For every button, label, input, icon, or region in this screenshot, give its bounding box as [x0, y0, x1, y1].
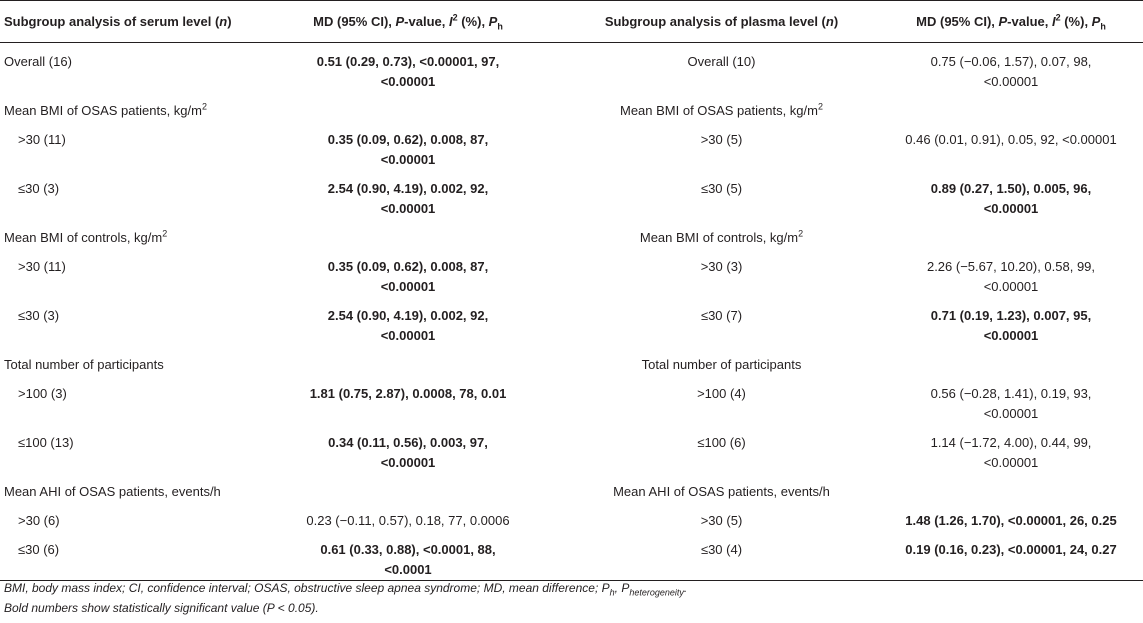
plasma-md-cell: 1.14 (−1.72, 4.00), 0.44, 99, <0.00001: [930, 435, 1092, 470]
plasma-subgroup-cell: >30 (5): [700, 132, 743, 147]
plasma-md-cell: 1.48 (1.26, 1.70), <0.00001, 26, 0.25: [905, 513, 1117, 528]
table-header-row: [0, 1, 1143, 43]
serum-md-cell: [252, 219, 564, 248]
table-row: [0, 502, 1143, 531]
plasma-subgroup-cell: >100 (4): [697, 386, 746, 401]
serum-subgroup-cell: >30 (6): [18, 513, 60, 528]
serum-subgroup-cell: >30 (11): [18, 259, 66, 274]
serum-category-heading: Mean BMI of OSAS patients, $kg/m^2$: [4, 101, 207, 118]
serum-md-cell: 0.34 (0.11, 0.56), 0.003, 97, <0.00001: [328, 435, 488, 470]
table-row: [0, 375, 1143, 424]
table-row: [0, 531, 1143, 581]
plasma-subgroup-cell: >30 (3): [700, 259, 743, 274]
plasma-md-cell: [879, 92, 1143, 121]
serum-category-heading: Mean AHI of OSAS patients, events/h: [4, 484, 221, 499]
serum-md-cell: 1.81 (0.75, 2.87), 0.0008, 78, 0.01: [309, 386, 507, 401]
plasma-md-cell: 2.26 (−5.67, 10.20), 0.58, 99, <0.00001: [926, 259, 1096, 294]
plasma-category-heading: Mean AHI of OSAS patients, events/h: [613, 484, 830, 499]
plasma-subgroup-cell: ≤30 (7): [700, 308, 743, 323]
plasma-subgroup-cell: ≤30 (5): [700, 181, 743, 196]
table-row: [0, 219, 1143, 248]
plasma-subgroup-cell: ≤100 (6): [697, 435, 746, 450]
plasma-subgroup-cell: Overall (10): [687, 54, 756, 69]
significance-footnote: Bold numbers show statistically significant value (P < 0.05).: [4, 601, 319, 615]
serum-subgroup-cell: Overall (16): [4, 54, 72, 69]
plasma-md-cell: 0.89 (0.27, 1.50), 0.005, 96, <0.00001: [930, 181, 1092, 216]
plasma-md-cell: [879, 473, 1143, 502]
plasma-md-cell: [879, 346, 1143, 375]
serum-subgroup-cell: >30 (11): [18, 132, 66, 147]
serum-subgroup-cell: ≤100 (13): [18, 435, 74, 450]
header-plasma-md: MD (95% CI), P-value, $I^2$ (%), $P_h$: [879, 1, 1143, 43]
header-serum-subgroup: Subgroup analysis of serum level (n): [0, 1, 252, 43]
table-row: [0, 121, 1143, 170]
plasma-md-cell: 0.46 (0.01, 0.91), 0.05, 92, <0.00001: [905, 132, 1117, 147]
table-row: [0, 424, 1143, 473]
serum-md-cell: 0.51 (0.29, 0.73), <0.00001, 97, <0.00001: [316, 54, 500, 89]
serum-subgroup-cell: ≤30 (3): [18, 181, 60, 196]
header-plasma-subgroup: Subgroup analysis of plasma level (n): [564, 1, 879, 43]
serum-subgroup-cell: ≤30 (3): [18, 308, 60, 323]
plasma-md-cell: 0.71 (0.19, 1.23), 0.007, 95, <0.00001: [930, 308, 1092, 343]
table-row: [0, 248, 1143, 297]
table-row: [0, 170, 1143, 219]
table-row: [0, 92, 1143, 121]
serum-md-cell: 0.23 (−0.11, 0.57), 0.18, 77, 0.0006: [306, 513, 510, 528]
plasma-category-heading: Mean BMI of controls, $kg/m^2$: [639, 228, 804, 245]
table-row: [0, 43, 1143, 93]
plasma-md-cell: 0.75 (−0.06, 1.57), 0.07, 98, <0.00001: [930, 54, 1092, 89]
serum-subgroup-cell: >100 (3): [18, 386, 67, 401]
serum-md-cell: 0.35 (0.09, 0.62), 0.008, 87, <0.00001: [327, 132, 489, 167]
plasma-md-cell: 0.56 (−0.28, 1.41), 0.19, 93, <0.00001: [930, 386, 1092, 421]
serum-category-heading: Mean BMI of controls, $kg/m^2$: [4, 228, 168, 245]
serum-md-cell: 2.54 (0.90, 4.19), 0.002, 92, <0.00001: [327, 181, 489, 216]
serum-md-cell: 0.61 (0.33, 0.88), <0.0001, 88, <0.0001: [252, 531, 564, 581]
header-serum-md: MD (95% CI), P-value, $I^2$ (%), $P_h$: [252, 1, 564, 43]
abbreviations-footnote: BMI, body mass index; CI, confidence interval; OSAS, obstructive sleep apnea syndrome; MD, mean difference; $P_h$, $P_{heterogeneity}$.: [4, 581, 688, 598]
serum-md-cell: [252, 473, 564, 502]
plasma-category-heading: Total number of participants: [641, 357, 802, 372]
serum-md-cell: [252, 92, 564, 121]
plasma-category-heading: Mean BMI of OSAS patients, $kg/m^2$: [620, 101, 823, 118]
serum-category-heading: Total number of participants: [4, 357, 164, 372]
plasma-md-cell: [879, 219, 1143, 248]
table-row: [0, 473, 1143, 502]
serum-subgroup-cell: ≤30 (6): [0, 531, 252, 581]
serum-md-cell: 2.54 (0.90, 4.19), 0.002, 92, <0.00001: [327, 308, 489, 343]
serum-md-cell: 0.35 (0.09, 0.62), 0.008, 87, <0.00001: [327, 259, 489, 294]
plasma-subgroup-cell: >30 (5): [700, 513, 743, 528]
table-row: [0, 346, 1143, 375]
serum-md-cell: [252, 346, 564, 375]
table-row: [0, 297, 1143, 346]
table-footnotes: [4, 578, 687, 618]
plasma-md-cell: 0.19 (0.16, 0.23), <0.00001, 24, 0.27: [879, 531, 1143, 581]
plasma-subgroup-cell: ≤30 (4): [564, 531, 879, 581]
